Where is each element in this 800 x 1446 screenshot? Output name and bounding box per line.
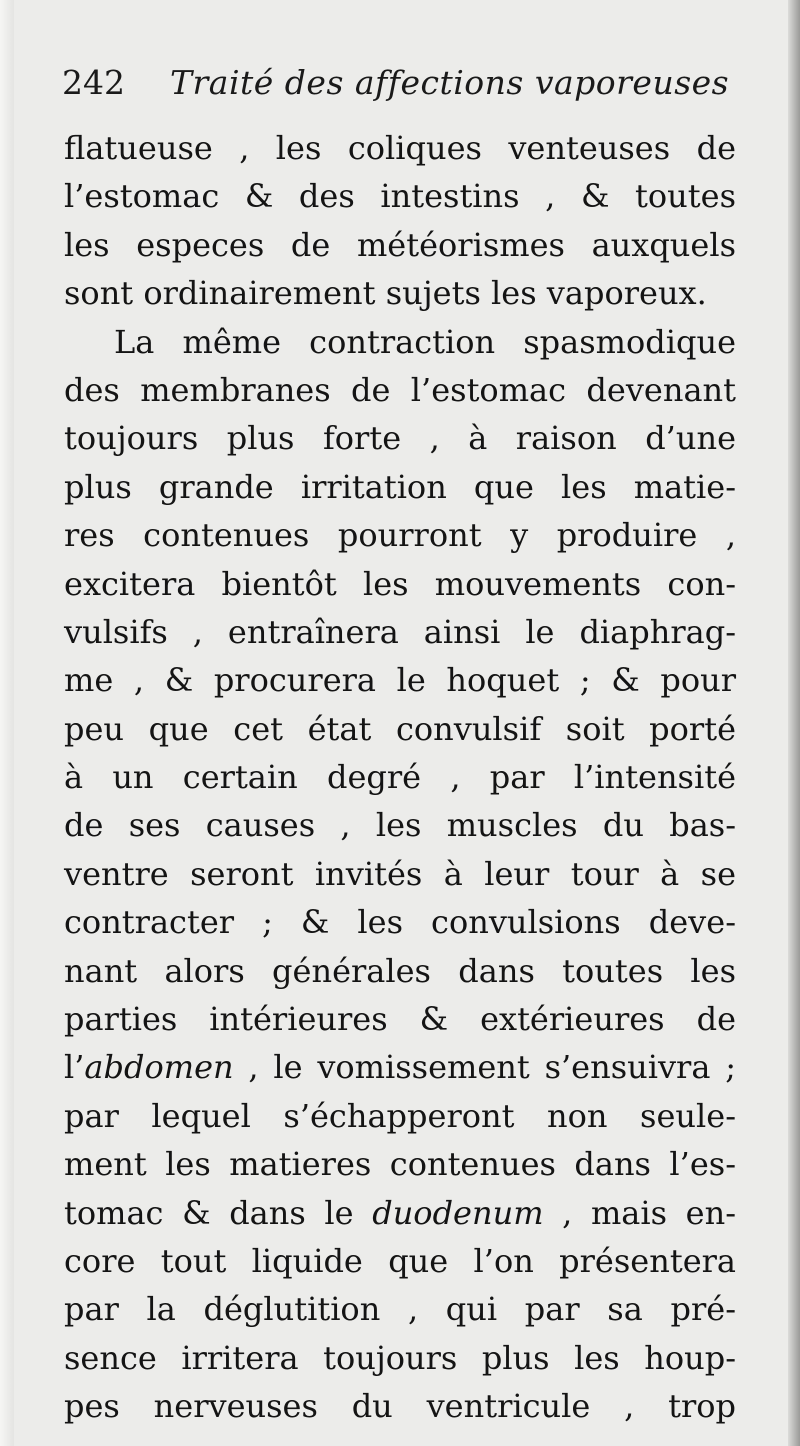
running-title: Traité des affections vaporeuses <box>170 63 730 102</box>
text-line: à un certain degré , par l’intensité <box>64 758 736 797</box>
text-line <box>64 1189 736 1237</box>
text-line: vulsifs , entraînera ainsi le diaphrag- <box>64 612 736 651</box>
text-line: sont ordinairement sujets les vaporeux. <box>64 274 707 313</box>
page-right-edge-shadow <box>788 0 800 1446</box>
text-line: plus grande irritation que les matie- <box>64 467 736 506</box>
italic-term: abdomen <box>84 1048 234 1087</box>
text-segment: l’ <box>64 1048 85 1087</box>
text-line: pes nerveuses du ventricule , trop <box>64 1387 736 1426</box>
text-segment: tomac & dans le <box>64 1193 373 1232</box>
text-line: de ses causes , les muscles du bas- <box>64 806 736 845</box>
text-segment: , mais en- <box>543 1193 737 1232</box>
italic-term: duodenum <box>372 1193 544 1232</box>
text-line: res contenues pourront y produire , <box>64 516 736 555</box>
text-line: core tout liquide que l’on présentera <box>64 1241 736 1280</box>
text-line <box>64 1043 736 1091</box>
text-line: parties intérieures & extérieures de <box>64 1000 736 1039</box>
text-line: me , & procurera le hoquet ; & pour <box>64 661 736 700</box>
text-line: sence irritera toujours plus les houp- <box>64 1338 736 1377</box>
text-line: excitera bientôt les mouvements con- <box>64 564 736 603</box>
body-text <box>64 124 736 1431</box>
text-segment: , le vomissement s’ensuivra ; <box>233 1048 736 1087</box>
text-line: peu que cet état convulsif soit porté <box>64 709 736 748</box>
text-line: ment les matieres contenues dans l’es- <box>64 1145 736 1184</box>
page-number: 242 <box>62 63 125 102</box>
text-line: des membranes de l’estomac devenant <box>64 370 736 409</box>
text-line: flatueuse , les coliques venteuses de <box>64 129 736 167</box>
text-line: contracter ; & les convulsions deve- <box>64 903 736 942</box>
text-line: par la déglutition , qui par sa pré- <box>64 1290 736 1329</box>
text-line: toujours plus forte , à raison d’une <box>64 419 736 458</box>
text-line: La même contraction spasmodique <box>114 322 736 361</box>
text-line: nant alors générales dans toutes les <box>64 951 736 990</box>
page-left-edge <box>0 0 14 1446</box>
text-line: ventre seront invités à leur tour à se <box>64 854 736 893</box>
text-line: par lequel s’échapperont non seule- <box>64 1096 736 1135</box>
running-header <box>62 58 742 108</box>
text-line: les especes de météorismes auxquels <box>64 225 736 264</box>
text-line: l’estomac & des intestins , & toutes <box>64 177 736 216</box>
